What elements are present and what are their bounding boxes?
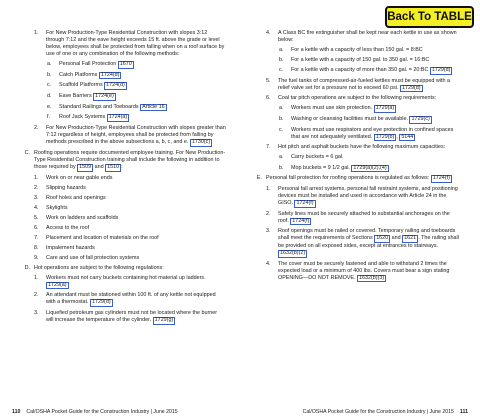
section-reference-link[interactable]: 1510 xyxy=(107,163,120,170)
list-item xyxy=(34,292,226,307)
list-item xyxy=(266,261,460,283)
section-reference-link[interactable]: 1724(f) xyxy=(296,199,314,206)
item-number: b. xyxy=(279,57,284,64)
item-text: Washing or cleansing facilities must be available. 1729(c) xyxy=(291,116,430,123)
section-reference-link[interactable]: 1729(c) xyxy=(411,116,430,123)
item-text: Coal tar pitch operations are subject to the following requirements: xyxy=(278,95,437,102)
item-number: a. xyxy=(279,154,284,161)
item-text: Hot pitch and asphalt buckets have the following maximum capacities: xyxy=(278,144,446,151)
item-number: 6. xyxy=(34,224,39,231)
section-reference-link[interactable]: 1509 xyxy=(79,163,92,170)
list-item xyxy=(34,125,226,147)
list-item xyxy=(266,186,460,208)
item-number: E. xyxy=(256,175,262,182)
item-text: Workers must use skin protection. 1729(a) xyxy=(291,105,395,112)
section-reference-link[interactable]: 1670 xyxy=(119,61,132,68)
item-number: C. xyxy=(24,149,30,156)
section-reference-link[interactable]: 1724(a) xyxy=(108,114,128,121)
item-number: b. xyxy=(47,71,52,78)
section-reference-link[interactable]: 1729(d) xyxy=(401,84,421,91)
item-number: D. xyxy=(24,264,30,271)
list-item xyxy=(47,61,226,69)
footer-right xyxy=(303,409,468,416)
item-number: a. xyxy=(279,47,284,54)
item-number: c. xyxy=(279,126,284,133)
item-number: 2. xyxy=(266,210,271,217)
section-reference-link[interactable]: 5144 xyxy=(401,133,414,140)
item-number: 6. xyxy=(266,95,271,102)
footer-text: Cal/OSHA Pocket Guide for the Construction Industry | June 2015 xyxy=(302,409,454,416)
list-item xyxy=(266,211,460,226)
section-reference-link[interactable]: 1730(c) xyxy=(191,139,211,146)
item-text: Work on or near gable ends xyxy=(46,174,113,181)
item-number: 7. xyxy=(34,234,39,241)
item-number: d. xyxy=(47,93,52,100)
list-item xyxy=(266,78,460,93)
footer-left xyxy=(12,409,178,416)
item-number: c. xyxy=(47,82,52,89)
item-number: 1. xyxy=(34,274,39,281)
section-reference-link[interactable]: 1632(b)(3) xyxy=(358,274,385,281)
list-item xyxy=(47,114,226,122)
list-item xyxy=(22,265,226,272)
item-number: 2. xyxy=(34,292,39,299)
item-text: Roof holes and openings xyxy=(46,194,106,201)
section-reference-link[interactable]: 1729(a) xyxy=(48,281,67,288)
item-text: For a kettle with a capacity of less than 150 gal. = 8:BC xyxy=(291,47,423,54)
item-number: f. xyxy=(47,114,50,121)
item-text: Eave Barriers 1724(e) xyxy=(59,93,114,100)
item-number: 2. xyxy=(34,184,39,191)
list-item xyxy=(34,195,226,202)
item-number: 4. xyxy=(266,30,271,36)
list-item xyxy=(266,144,460,151)
item-number: 7. xyxy=(266,144,271,151)
item-text: A Class BC fire extinguisher shall be kept near each kettle in use as shown below: xyxy=(278,30,457,44)
item-text: For a kettle with a capacity of more than 350 gal. = 20:BC 1729(d) xyxy=(291,67,451,74)
item-text: Carry buckets = 6 gal. xyxy=(291,154,344,161)
list-item xyxy=(34,255,226,262)
list-item xyxy=(279,57,460,64)
item-text: Roof Jack Systems 1724(a) xyxy=(59,114,128,121)
list-item xyxy=(266,30,460,44)
list-item xyxy=(34,185,226,192)
list-item xyxy=(34,225,226,232)
list-item xyxy=(47,72,226,80)
item-text: The cover must be securely fastened and able to withstand 2 times the expected load or a minimum of 400 lbs. Covers must bear a sign stating OPENING—DO NOT REMOVE. 1632(b)(3) xyxy=(278,260,450,281)
item-text: Personal fall protection for roofing operations is regulated as follows: 1724(f) xyxy=(266,175,450,182)
item-number: 9. xyxy=(34,254,39,261)
list-item xyxy=(266,228,460,257)
list-item xyxy=(34,175,226,182)
section-reference-link[interactable]: 1729(a) xyxy=(375,105,395,112)
item-number: 8. xyxy=(34,244,39,251)
item-text: Standard Railings and Toeboards Article 16 xyxy=(59,103,165,110)
list-item xyxy=(34,205,226,212)
section-reference-link[interactable]: 1729(d) xyxy=(92,299,111,306)
item-number: 2. xyxy=(34,125,39,132)
item-text: Roof openings must be railed or covered. Temporary railing and toeboards shall meet the requirements of Sections 1620 and 1621 . The railing shall be provided on all exposed sides, except at entrances to stairways. 1632(b)(2) xyxy=(278,228,459,256)
back-to-table-button[interactable]: Back To TABLE xyxy=(385,6,474,28)
item-text: Liquefied petroleum gas cylinders must not be located where the burner will increase the temperature of the cylinder. 1729(g) xyxy=(46,310,218,324)
item-text: For a kettle with a capacity of 150 gal. to 350 gal. = 16:BC xyxy=(291,57,430,64)
item-text: Scaffold Platforms 1724(d) xyxy=(59,82,125,89)
section-reference-link[interactable]: 1632(b)(2) xyxy=(280,249,306,256)
list-item xyxy=(22,150,226,172)
section-reference-link[interactable]: 1724(f) xyxy=(432,175,450,182)
list-item xyxy=(254,175,460,183)
item-number: e. xyxy=(47,103,52,110)
page-number: 111 xyxy=(459,409,468,416)
section-reference-link[interactable]: 1724(e) xyxy=(95,93,114,100)
item-text: For New Production-Type Residential Construction with slopes 3:12 through 7:12 and the eave height exceeds 15 ft. above the grade or level below, employees shall be protected from falling when on a roof surface by use of one or any combination of the following methods: xyxy=(46,30,225,58)
section-reference-link[interactable]: 1729(d) xyxy=(431,67,451,74)
right-column xyxy=(254,30,460,285)
item-text: Workers must not carry buckets containing hot material up ladders. 1729(a) xyxy=(46,274,206,288)
list-item xyxy=(279,47,460,54)
list-item xyxy=(34,310,226,325)
item-number: 4. xyxy=(266,260,271,267)
item-text: Impalement hazards xyxy=(46,244,95,251)
item-number: 3. xyxy=(34,194,39,201)
section-reference-link[interactable]: 1724(d) xyxy=(100,71,120,78)
item-number: 1. xyxy=(34,30,39,36)
list-item xyxy=(279,67,460,75)
list-item xyxy=(266,95,460,102)
item-text: Mop buckets = 9 1/2 gal. 1729(a)(2),(4) xyxy=(291,164,387,171)
list-item xyxy=(34,245,226,252)
item-text: Personal fall arrest systems, personal fall restraint systems, and positioning devices must be installed and used in accordance with Article 24 in the GISO. 1724(f) xyxy=(278,185,458,206)
item-text: Safety lines must be securely attached to substantial anchorages on the roof. 1724(f) xyxy=(278,210,450,224)
item-text: Slipping hazards xyxy=(46,184,86,191)
item-number: 1. xyxy=(266,185,271,192)
section-reference-link[interactable]: 1729(g) xyxy=(154,317,174,324)
item-text: Hot operations are subject to the following regulations: xyxy=(34,264,164,271)
item-number: 5. xyxy=(34,214,39,221)
item-text: Personal Fall Protection 1670 xyxy=(59,61,132,68)
item-number: 4. xyxy=(34,204,39,211)
item-number: c. xyxy=(279,67,284,74)
section-reference-link[interactable]: 1724(d) xyxy=(106,82,125,89)
section-reference-link[interactable]: 1729(b) xyxy=(375,133,395,140)
item-text: Work on ladders and scaffolds xyxy=(46,214,119,221)
list-item xyxy=(47,104,226,112)
list-item xyxy=(34,235,226,242)
item-number: b. xyxy=(279,164,284,171)
item-text: Catch Platforms 1724(d) xyxy=(59,71,120,78)
list-item xyxy=(279,154,460,161)
list-item xyxy=(279,116,460,124)
list-item xyxy=(279,105,460,113)
item-text: Roofing operations require documented employee training. For New Production-Type Residential Construction training shall include the following in addition to those required by 1509 and 1510 : xyxy=(34,149,226,170)
item-number: b. xyxy=(279,116,284,123)
item-text: Care and use of fall protection systems xyxy=(46,254,140,261)
section-reference-link[interactable]: Article 16 xyxy=(142,103,165,110)
item-text: Workers must use respirators and eye protection in confined spaces that are not adequately ventilated. 1729(b) , 5144 xyxy=(291,126,454,140)
item-text: Placement and location of materials on the roof xyxy=(46,234,159,241)
item-number: a. xyxy=(47,61,52,68)
section-reference-link[interactable]: 1729(a)(2),(4) xyxy=(353,164,387,171)
list-item xyxy=(279,127,460,142)
item-text: An attendant must be stationed within 100 ft. of any kettle not equipped with a thermostat. 1729(d) xyxy=(46,292,216,306)
item-number: a. xyxy=(279,105,284,112)
list-item xyxy=(34,30,226,58)
list-item xyxy=(47,93,226,101)
page-number: 110 xyxy=(12,409,21,416)
list-item xyxy=(34,215,226,222)
left-column xyxy=(22,30,226,328)
section-reference-link[interactable]: 1621 xyxy=(404,235,417,242)
item-number: 5. xyxy=(266,77,271,84)
list-item xyxy=(34,275,226,290)
item-number: 1. xyxy=(34,174,39,181)
list-item xyxy=(47,82,226,90)
item-number: 3. xyxy=(34,310,39,317)
item-text: Skylights xyxy=(46,204,68,211)
item-number: 3. xyxy=(266,228,271,235)
item-text: The fuel tanks of compressed-air-fueled kettles must be equipped with a relief valve set for a pressure not to exceed 60 psi. 1729(d) xyxy=(278,77,450,91)
item-text: For New Production-Type Residential Construction with slopes greater than 7:12 regardless of height, employees shall be protected from falling by methods prescribed in the above subsections a, b, c, and e. 1730(c) xyxy=(46,125,226,146)
section-reference-link[interactable]: 1724(f) xyxy=(292,217,310,224)
item-text: Access to the roof xyxy=(46,224,90,231)
footer-text: Cal/OSHA Pocket Guide for the Construction Industry | June 2015 xyxy=(26,409,178,416)
section-reference-link[interactable]: 1620 xyxy=(376,235,389,242)
list-item xyxy=(279,165,460,173)
